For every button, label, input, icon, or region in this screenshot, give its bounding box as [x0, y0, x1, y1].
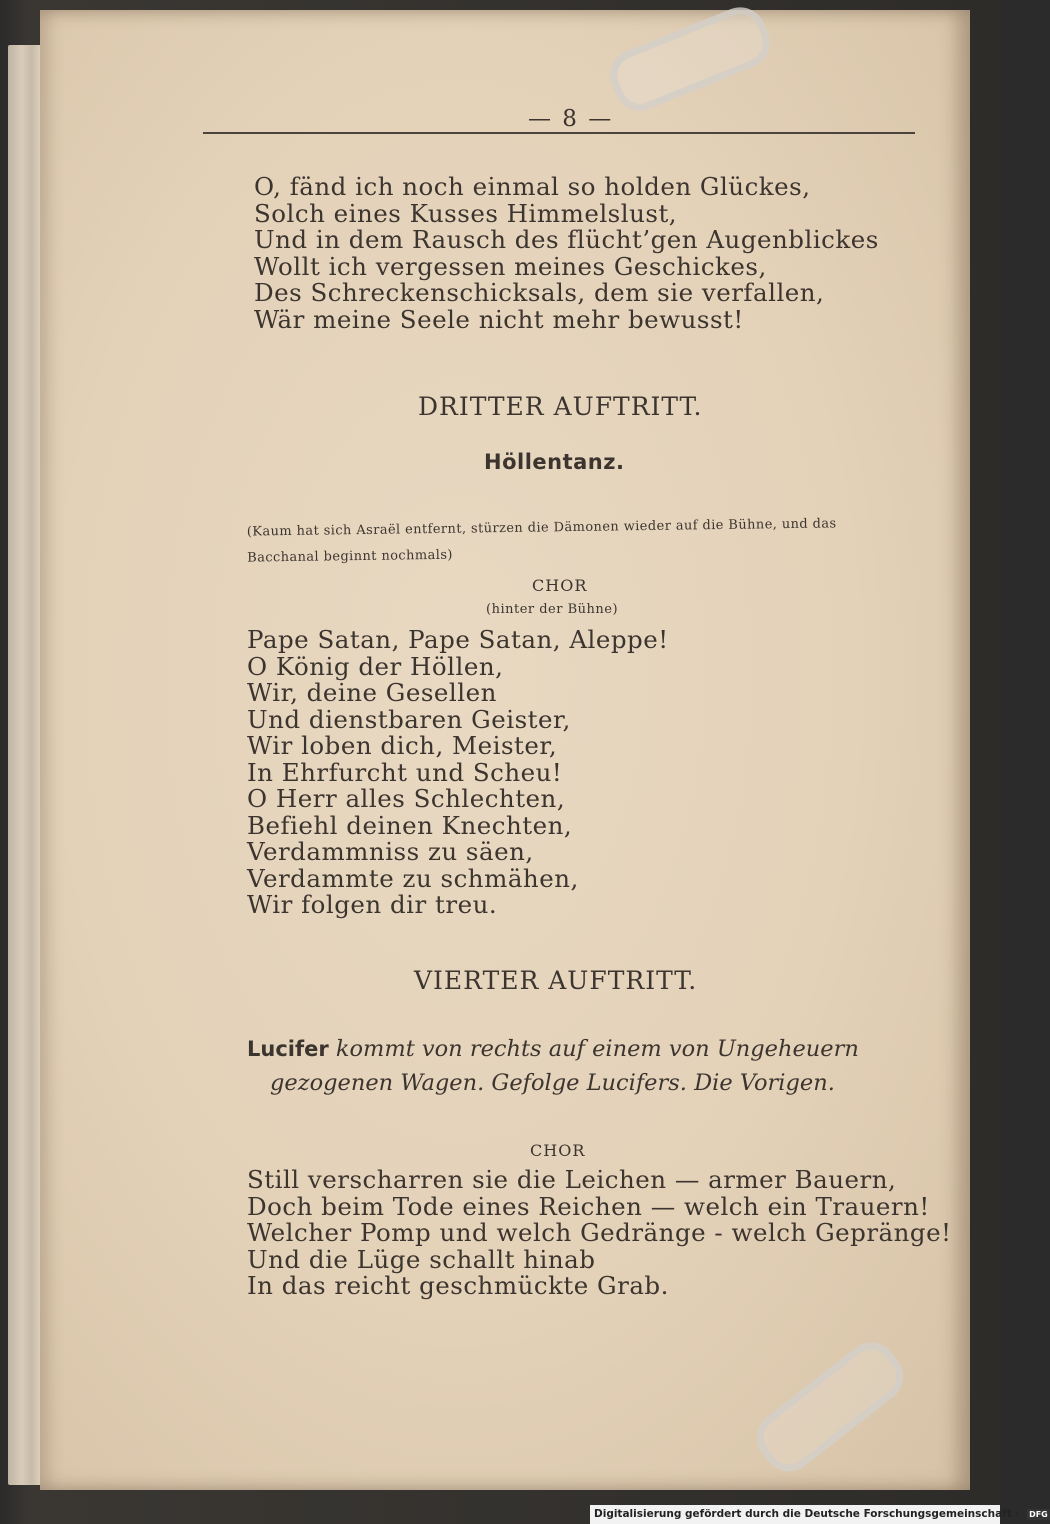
page-number: — 8 — — [528, 106, 614, 132]
verse-line: Pape Satan, Pape Satan, Aleppe! — [247, 625, 669, 654]
verse-line: Und dienstbaren Geister, — [247, 704, 571, 734]
verse-line: Verdammte zu schmähen, — [247, 863, 579, 893]
character-name: Lucifer — [247, 1037, 329, 1061]
verse-line: In Ehrfurcht und Scheu! — [247, 757, 563, 787]
scene-heading-4: VIERTER AUFTRITT. — [414, 966, 698, 995]
stage-text: kommt von rechts auf einem von Ungeheuern — [335, 1036, 859, 1062]
verse-line: Wollt ich vergessen meines Geschickes, — [254, 251, 767, 281]
verse-line: Und die Lüge schallt hinab — [247, 1244, 596, 1274]
verse-line: Wir folgen dir treu. — [247, 890, 498, 919]
stage-text: gezogenen Wagen. Gefolge Lucifers. Die Vorigen. — [270, 1070, 835, 1096]
verse-chor-1 — [247, 627, 669, 919]
verse-line: Des Schreckenschicksals, dem sie verfallen, — [254, 278, 825, 307]
verse-line: Befiehl deinen Knechten, — [247, 810, 573, 840]
book-page — [40, 10, 970, 1490]
stage-direction: (Kaum hat sich Asraël entfernt, stürzen die Dämonen wieder auf die Bühne, und das Bacchanal beginnt nochmals) — [246, 516, 837, 566]
left-page-edges — [8, 45, 42, 1485]
verse-line: In das reicht geschmückte Grab. — [247, 1271, 669, 1300]
header-rule — [203, 132, 915, 134]
verse-line: Welcher Pomp und welch Gedränge - welch Gepränge! — [247, 1218, 952, 1247]
verse-line: O, fänd ich noch einmal so holden Glückes, — [254, 172, 811, 201]
verse-top — [254, 174, 879, 333]
scene-heading-3: DRITTER AUFTRITT. — [418, 392, 703, 421]
footer-text: Digitalisierung gefördert durch die Deutsche Forschungsgemeinschaft · — [594, 1508, 1020, 1520]
verse-line: Verdammniss zu säen, — [247, 837, 534, 866]
verse-line: Wir loben dich, Meister, — [247, 731, 558, 760]
chor-note: (hinter der Bühne) — [486, 602, 619, 617]
verse-line: Doch beim Tode eines Reichen — welch ein Trauern! — [247, 1191, 930, 1221]
verse-chor-2 — [247, 1167, 951, 1300]
chor-label: CHOR — [530, 1141, 586, 1160]
dfg-logo: DFG — [1029, 1509, 1048, 1519]
verse-line: Und in dem Rausch des flücht’gen Augenblickes — [254, 225, 879, 254]
digitization-footer — [590, 1505, 1048, 1524]
verse-line: O Herr alles Schlechten, — [247, 784, 566, 813]
chor-label: CHOR — [532, 576, 588, 595]
scene-title: Höllentanz. — [484, 450, 625, 474]
verse-line: Solch eines Kusses Himmelslust, — [254, 198, 678, 228]
stage-direction-lucifer — [247, 1032, 887, 1100]
verse-line: Still verscharren sie die Leichen — armer Bauern, — [247, 1165, 897, 1194]
verse-line: O König der Höllen, — [247, 651, 504, 681]
verse-line: Wir, deine Gesellen — [247, 678, 497, 707]
verse-line: Wär meine Seele nicht mehr bewusst! — [254, 304, 744, 334]
